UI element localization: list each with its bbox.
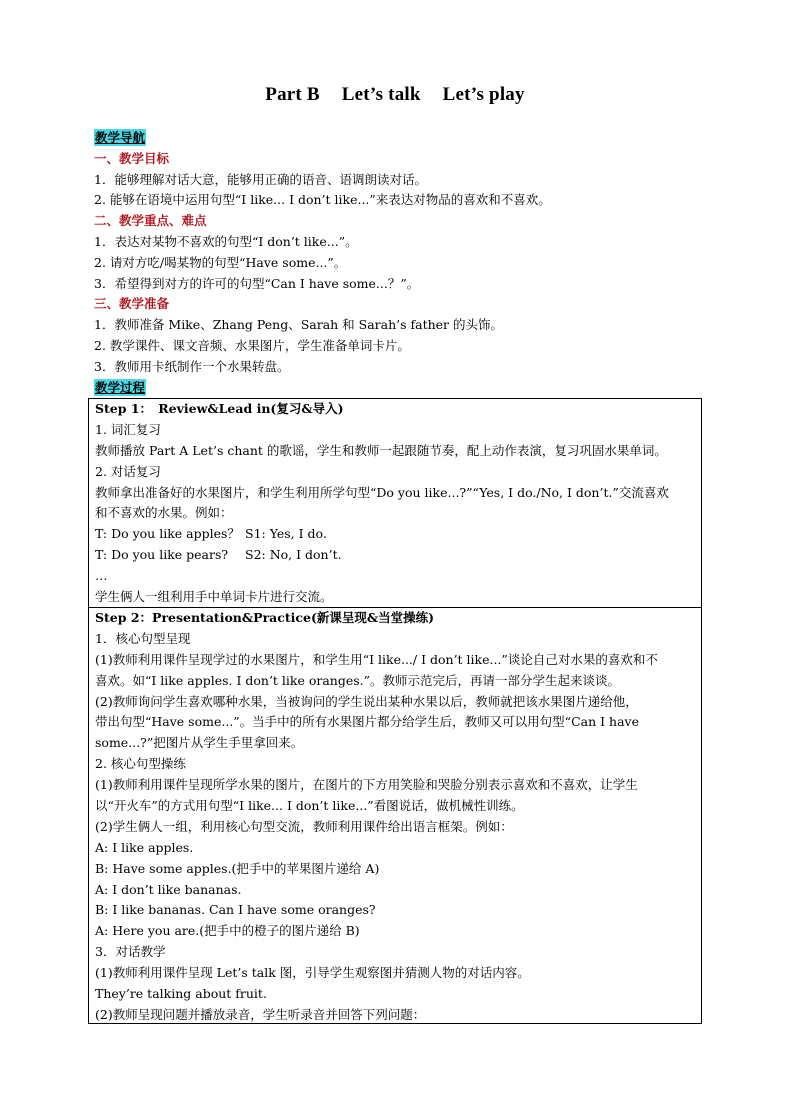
step2-line: B: Have some apples.(把手中的苹果图片递给 A): [95, 860, 380, 876]
step1-line: 教师拿出准备好的水果图片，和学生利用所学句型“Do you like...?”“Yes, I do./No, I don’t.”交流喜欢: [95, 484, 669, 500]
nav-label: 教学导航: [95, 130, 146, 145]
step2-line: (1)教师利用课件呈现 Let’s talk 图，引导学生观察图并猜测人物的对话内容。: [95, 965, 530, 981]
step2-line: They’re talking about fruit.: [95, 986, 267, 1002]
step2-line: some...?”把图片从学生手里拿回来。: [95, 735, 304, 751]
step2-line: A: I like apples.: [95, 839, 194, 855]
key-item: 2. 请对方吃/喝某物的句型“Have some...”。: [94, 254, 347, 270]
step2-line: B: I like bananas. Can I have some oranges?: [95, 902, 376, 918]
teaching-guide: [94, 128, 704, 398]
page-title: [0, 84, 790, 106]
title-talk: Let’s talk: [341, 84, 421, 105]
student-line: S2: No, I don’t.: [245, 547, 342, 563]
goal-item: 2. 能够在语境中运用句型“I like... I don’t like...”来表达对物品的喜欢和不喜欢。: [94, 192, 551, 208]
prep-item: 2. 教学课件、课文音频、水果图片，学生准备单词卡片。: [94, 337, 410, 353]
step1-line: 2. 对话复习: [95, 463, 161, 479]
step2-line: 3．对话教学: [95, 944, 166, 960]
step2-line: (2)教师呈现问题并播放录音，学生听录音并回答下列问题：: [95, 1006, 426, 1022]
key-heading: 二、教学重点、难点: [94, 213, 207, 229]
step2-line: 2. 核心句型操练: [95, 756, 186, 772]
step2-line: 1．核心句型呈现: [95, 630, 191, 646]
prep-heading: 三、教学准备: [94, 296, 170, 312]
prep-item: 3．教师用卡纸制作一个水果转盘。: [94, 358, 290, 374]
step2-line: 喜欢。如“I like apples. I don’t like oranges.”。教师示范完后，再请一部分学生起来谈谈。: [95, 672, 621, 688]
step2-line: (1)教师利用课件呈现所学水果的图片，在图片的下方用笑脸和哭脸分别表示喜欢和不喜欢，让学生: [95, 777, 638, 793]
step2-line: A: I don’t like bananas.: [95, 881, 242, 897]
key-item: 3．希望得到对方的许可的句型“Can I have some...？”。: [94, 275, 420, 291]
step1-heading: Step 1： Review&Lead in(复习&导入): [95, 401, 344, 416]
key-item: 1．表达对某物不喜欢的句型“I don’t like...”。: [94, 233, 358, 249]
step2-line: (2)教师询问学生喜欢哪种水果，当被询问的学生说出某种水果以后，教师就把该水果图片递给他，: [95, 693, 638, 709]
step2-heading: Step 2：Presentation&Practice(新课呈现&当堂操练): [95, 610, 435, 625]
title-part: Part B: [265, 84, 320, 105]
dialog-row: [95, 545, 701, 566]
step2-line: (2)学生俩人一组，利用核心句型交流，教师利用课件给出语言框架。例如：: [95, 818, 513, 834]
step2-line: (1)教师利用课件呈现学过的水果图片，和学生用“I like.../ I don’t like...”谈论自己对水果的喜欢和不: [95, 651, 658, 667]
step1-cell: [89, 399, 701, 608]
step2-cell: [89, 608, 701, 1023]
process-label: 教学过程: [95, 379, 146, 395]
teacher-line: T: Do you like apples？: [95, 526, 240, 542]
process-table: [88, 398, 702, 1024]
step1-line: 和不喜欢的水果。例如：: [95, 505, 233, 521]
title-play: Let’s play: [442, 84, 525, 105]
step1-line: 1. 词汇复习: [95, 421, 161, 437]
dialog-row: [95, 524, 701, 545]
step2-line: 以“开火车”的方式用句型“I like... I don’t like...”看图说话，做机械性训练。: [95, 798, 524, 814]
teacher-line: T: Do you like pears?: [95, 547, 229, 563]
step1-closing: 学生俩人一组利用手中单词卡片进行交流。: [95, 589, 333, 605]
step1-line: 教师播放 Part A Let’s chant 的歌谣，学生和教师一起跟随节奏，配上动作表演，复习巩固水果单词。: [95, 442, 667, 458]
step2-line: 带出句型“Have some...”。当手中的所有水果图片都分给学生后，教师又可以用句型“Can I have: [95, 714, 639, 730]
goal-item: 1．能够理解对话大意，能够用正确的语音、语调朗读对话。: [94, 171, 427, 187]
goals-heading: 一、教学目标: [94, 150, 170, 166]
prep-item: 1．教师准备 Mike、Zhang Peng、Sarah 和 Sarah’s father 的头饰。: [94, 317, 504, 333]
student-line: S1: Yes, I do.: [245, 526, 327, 542]
ellipsis: …: [95, 568, 108, 584]
step2-line: A: Here you are.(把手中的橙子的图片递给 B): [95, 923, 360, 939]
